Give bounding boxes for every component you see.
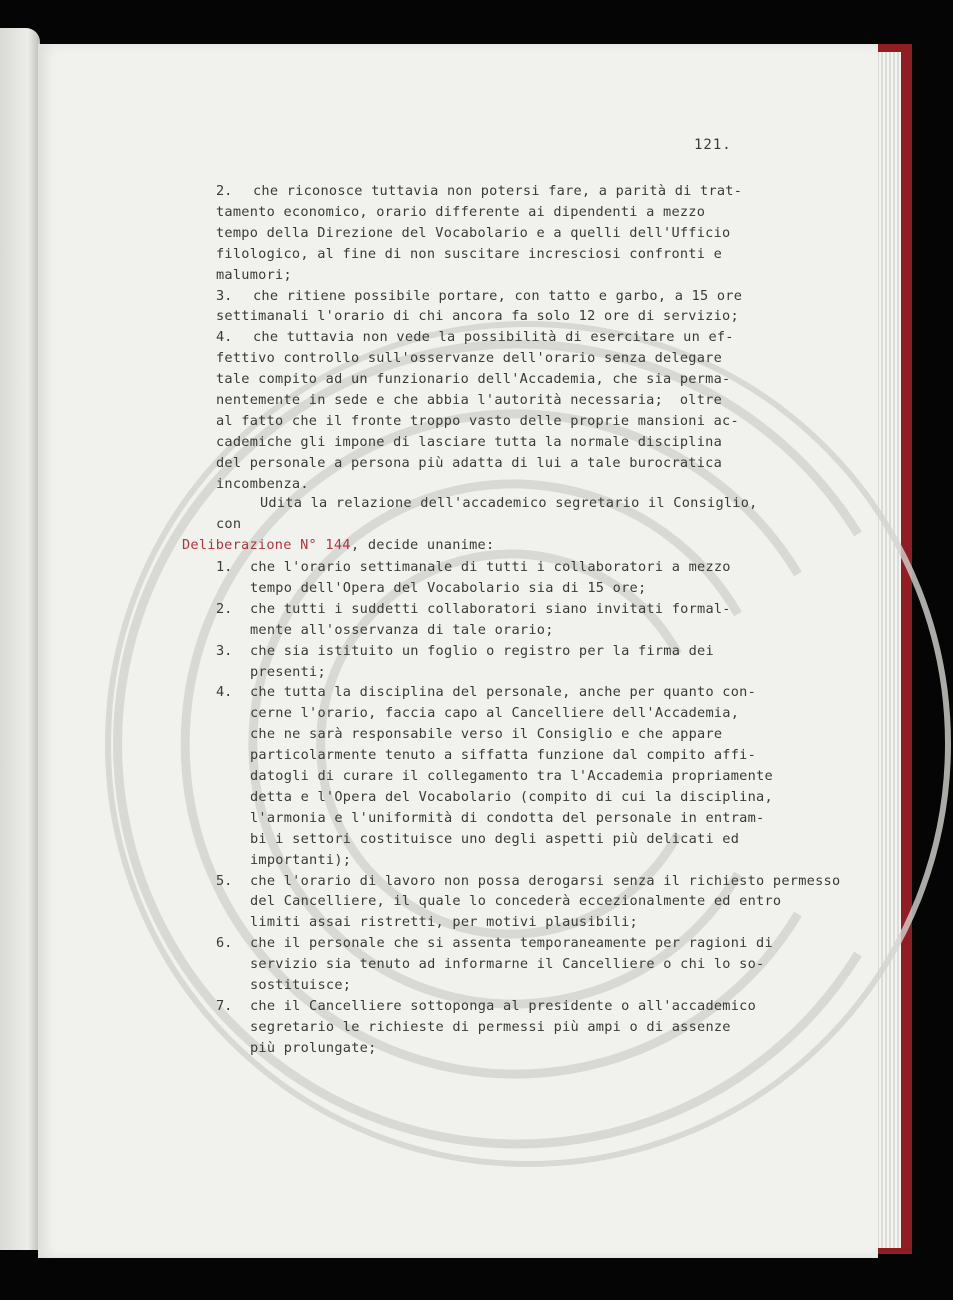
decision-line: segretario le richieste di permessi più ampi o di assenze [250,1018,731,1035]
item-line: nentemente in sede e che abbia l'autorità necessaria; oltre [216,392,723,408]
decision-line: importanti); [250,851,352,868]
item-line: che tuttavia non vede la possibilità di esercitare un ef- [253,329,734,346]
decision-line: che tutti i suddetti collaboratori siano invitati formal- [250,600,731,617]
item-line: incombenza. [216,475,309,492]
item-line: tamento economico, orario differente ai dipendenti a mezzo [216,203,706,220]
decision-line: che il personale che si assenta temporaneamente per ragioni di [250,935,773,952]
decision-line: bi i settori costituisce uno degli aspetti più delicati ed [250,830,740,847]
resolution-intro-con: con [216,516,242,532]
item-line: tempo della Direzione del Vocabolario e a quelli dell'Ufficio [216,224,731,241]
decision-line: che ne sarà responsabile verso il Consiglio e che appare [250,726,723,743]
decision-line: tempo dell'Opera del Vocabolario sia di 15 ore; [250,579,647,596]
decision-number: 1. [216,559,233,575]
decision-number: 6. [216,935,233,952]
decision-line: presenti; [250,663,326,680]
decision-line: l'armonia e l'uniformità di condotta del personale in entram- [250,809,765,826]
decision-line: che l'orario settimanale di tutti i collaboratori a mezzo [250,559,731,575]
deliberation-label: Deliberazione N° 144 [182,537,351,553]
decision-line: del Cancelliere, il quale lo concederà eccezionalmente ed entro [250,893,782,910]
item-line: che riconosce tuttavia non potersi fare, a parità di trat- [253,183,743,199]
item-line: settimanali l'orario di chi ancora fa solo 12 ore di servizio; [216,308,739,325]
item-number: 4. [216,329,233,346]
decision-line: datogli di curare il collegamento tra l'Accademia propriamente [250,768,773,784]
item-number: 2. [216,183,233,199]
decision-line: più prolungate; [250,1039,377,1056]
decision-number: 2. [216,600,233,617]
decision-line: sostituisce; [250,977,352,993]
decision-line: che sia istituito un foglio o registro per la firma dei [250,642,714,659]
decision-line: che l'orario di lavoro non possa derogarsi senza il richiesto permesso [250,872,841,889]
decision-line: servizio sia tenuto ad informarne il Cancelliere o chi lo so- [250,956,765,973]
decision-line: detta e l'Opera del Vocabolario (compito di cui la disciplina, [250,788,773,805]
item-line: del personale a persona più adatta di lui a tale burocratica [216,454,723,471]
decision-line: mente all'osservanza di tale orario; [250,621,554,638]
item-line: fettivo controllo sull'osservanze dell'orario senza delegare [216,350,723,367]
item-line: cademiche gli impone di lasciare tutta la normale disciplina [216,433,723,450]
deliberation-text: , decide unanime: [351,537,495,553]
decision-number: 5. [216,872,233,889]
decision-number: 4. [216,684,233,701]
item-line: che ritiene possibile portare, con tatto e garbo, a 15 ore [253,287,743,304]
decision-line: limiti assai ristretti, per motivi plausibili; [250,914,638,931]
decision-line: che tutta la disciplina del personale, anche per quanto con- [250,684,757,701]
decision-number: 3. [216,642,233,659]
item-number: 3. [216,287,233,304]
decision-number: 7. [216,997,233,1014]
decision-line: che il Cancelliere sottoponga al presidente o all'accademico [250,997,757,1014]
resolution-intro: Udita la relazione dell'accademico segretario il Consiglio, [260,495,758,511]
decision-line: particolarmente tenuto a siffatta funzione dal compito affi- [250,747,757,764]
left-page-edge [0,28,40,1250]
item-line: al fatto che il fronte troppo vasto delle proprie mansioni ac- [216,412,739,429]
item-line: malumori; [216,266,292,283]
page-number: 121. [694,137,732,153]
item-line: filologico, al fine di non suscitare incresciosi confronti e [216,245,723,262]
document-page [38,44,878,1258]
decision-line: cerne l'orario, faccia capo al Cancelliere dell'Accademia, [250,705,740,722]
item-line: tale compito ad un funzionario dell'Accademia, che sia perma- [216,371,731,388]
